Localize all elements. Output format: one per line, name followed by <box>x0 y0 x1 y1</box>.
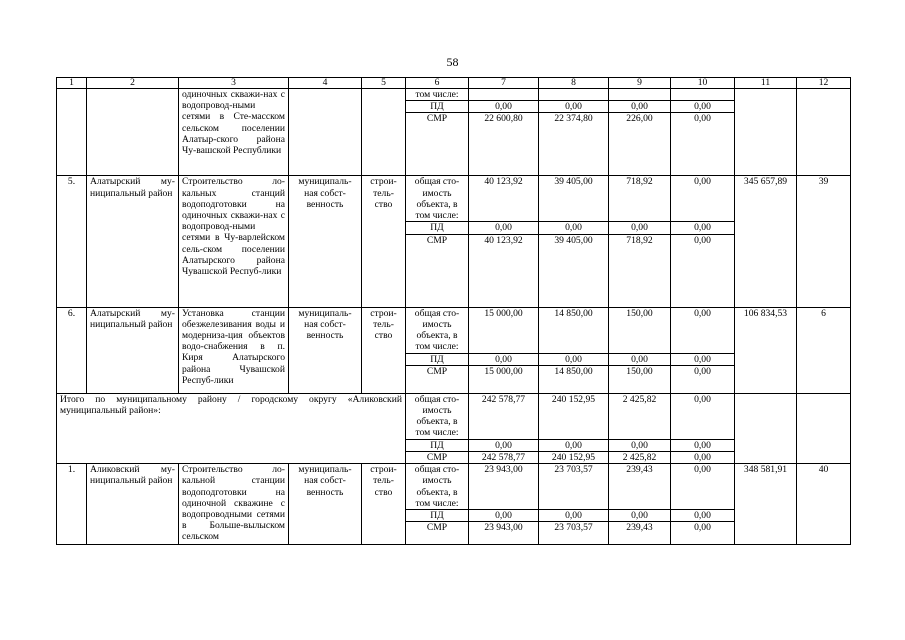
value-cell: 0,00 <box>539 222 609 234</box>
value-cell: 0,00 <box>671 452 735 464</box>
value-cell: 239,43 <box>609 522 671 545</box>
value-cell: 0,00 <box>671 510 735 522</box>
value-cell: 0,00 <box>609 439 671 451</box>
value-cell: 14 850,00 <box>539 307 609 353</box>
value-cell: 0,00 <box>539 510 609 522</box>
value-cell: 22 374,80 <box>539 113 609 176</box>
row-number: 1. <box>57 464 87 545</box>
col-header: 9 <box>609 78 671 89</box>
object-description: Строительство ло-кальных станций водоподготовки на одиночных скважи-нах с водопровод-ными сетями в Чу-варлейском сель-ском поселении Алатырского района Чувашской Респуб-лики <box>179 176 289 307</box>
ownership: муниципаль-ная собст-венность <box>289 176 362 307</box>
value-cell: 0,00 <box>539 101 609 113</box>
value-cell: 239,43 <box>609 464 671 510</box>
table-row <box>57 89 851 101</box>
value-cell: 150,00 <box>609 307 671 353</box>
table-row <box>57 464 851 510</box>
value-cell: 0,00 <box>671 176 735 222</box>
value-cell: 242 578,77 <box>469 452 539 464</box>
col-header: 4 <box>289 78 362 89</box>
subtotal-label: Итого по муниципальному району / городскому округу «Аликовский муниципальный район»: <box>57 393 406 463</box>
table-header <box>57 78 851 89</box>
value-cell: 240 152,95 <box>539 452 609 464</box>
row-label: СМР <box>406 113 469 176</box>
value-cell: 0,00 <box>609 101 671 113</box>
value-cell: 39 <box>797 176 851 307</box>
value-cell: 0,00 <box>671 522 735 545</box>
value-cell: 150,00 <box>609 365 671 393</box>
value-cell: 0,00 <box>469 222 539 234</box>
value-cell: 6 <box>797 307 851 393</box>
value-cell: 0,00 <box>469 510 539 522</box>
district-name: Алатырский му-ниципальный район <box>87 176 179 307</box>
value-cell: 718,92 <box>609 234 671 307</box>
value-cell: 0,00 <box>671 353 735 365</box>
value-cell: 0,00 <box>671 365 735 393</box>
value-cell: 15 000,00 <box>469 307 539 353</box>
value-cell: 39 405,00 <box>539 176 609 222</box>
row-label: СМР <box>406 452 469 464</box>
col-header: 7 <box>469 78 539 89</box>
value-cell: 2 425,82 <box>609 452 671 464</box>
value-cell: 0,00 <box>609 353 671 365</box>
value-cell: 0,00 <box>469 101 539 113</box>
value-cell: 14 850,00 <box>539 365 609 393</box>
row-label: СМР <box>406 365 469 393</box>
value-cell: 0,00 <box>539 439 609 451</box>
row-label: СМР <box>406 234 469 307</box>
district-name: Аликовский му-ниципальный район <box>87 464 179 545</box>
col-header: 12 <box>797 78 851 89</box>
table-row <box>57 176 851 222</box>
value-cell: 22 600,80 <box>469 113 539 176</box>
value-cell: 0,00 <box>609 510 671 522</box>
budget-table <box>56 77 851 545</box>
row-label: общая сто-имость объекта, в том числе: <box>406 464 469 510</box>
value-cell: 40 <box>797 464 851 545</box>
row-label: общая сто-имость объекта, в том числе: <box>406 176 469 222</box>
value-cell: 0,00 <box>671 101 735 113</box>
row-label: ПД <box>406 439 469 451</box>
col-header: 3 <box>179 78 289 89</box>
work-type: строи-тель-ство <box>362 464 406 545</box>
row-label: СМР <box>406 522 469 545</box>
row-label: общая сто-имость объекта, в том числе: <box>406 393 469 439</box>
col-header: 6 <box>406 78 469 89</box>
value-cell: 226,00 <box>609 113 671 176</box>
object-description: Установка станции обезжелезивания воды и модерниза-ция объектов водо-снабжения в п. Киря Алатырского района Чувашской Респуб-лики <box>179 307 289 393</box>
col-header: 8 <box>539 78 609 89</box>
value-cell: 348 581,91 <box>735 464 797 545</box>
col-header: 10 <box>671 78 735 89</box>
value-cell: 0,00 <box>671 234 735 307</box>
value-cell: 39 405,00 <box>539 234 609 307</box>
value-cell: 345 657,89 <box>735 176 797 307</box>
ownership: муниципаль-ная собст-венность <box>289 307 362 393</box>
district-name: Алатырский му-ниципальный район <box>87 307 179 393</box>
table-row <box>57 393 851 439</box>
value-cell: 718,92 <box>609 176 671 222</box>
object-description: одиночных скважи-нах с водопровод-ными сетями в Сте-масском сельском поселении Алатыр-ского района Чу-вашской Республики <box>179 89 289 176</box>
value-cell: 0,00 <box>671 307 735 353</box>
object-description: Строительство ло-кальной станции водоподготовки на одиночной скважине с водопроводными сетями в Больше-вылыском сельском <box>179 464 289 545</box>
row-label: ПД <box>406 101 469 113</box>
value-cell: 0,00 <box>671 464 735 510</box>
col-header: 1 <box>57 78 87 89</box>
value-cell: 0,00 <box>469 439 539 451</box>
row-label: ПД <box>406 353 469 365</box>
page-number: 58 <box>446 55 459 69</box>
value-cell: 23 703,57 <box>539 464 609 510</box>
row-number: 5. <box>57 176 87 307</box>
value-cell: 23 943,00 <box>469 522 539 545</box>
value-cell: 23 703,57 <box>539 522 609 545</box>
col-header: 2 <box>87 78 179 89</box>
value-cell: 23 943,00 <box>469 464 539 510</box>
col-header: 5 <box>362 78 406 89</box>
ownership: муниципаль-ная собст-венность <box>289 464 362 545</box>
work-type: строи-тель-ство <box>362 307 406 393</box>
row-label: том числе: <box>406 89 469 101</box>
row-label: ПД <box>406 222 469 234</box>
work-type: строи-тель-ство <box>362 176 406 307</box>
value-cell: 0,00 <box>671 393 735 439</box>
row-label: ПД <box>406 510 469 522</box>
value-cell: 0,00 <box>469 353 539 365</box>
col-header: 11 <box>735 78 797 89</box>
table-row <box>57 307 851 353</box>
value-cell: 240 152,95 <box>539 393 609 439</box>
row-number: 6. <box>57 307 87 393</box>
value-cell: 0,00 <box>539 353 609 365</box>
value-cell: 106 834,53 <box>735 307 797 393</box>
value-cell: 0,00 <box>609 222 671 234</box>
value-cell: 40 123,92 <box>469 234 539 307</box>
value-cell: 0,00 <box>671 222 735 234</box>
row-label: общая сто-имость объекта, в том числе: <box>406 307 469 353</box>
value-cell: 242 578,77 <box>469 393 539 439</box>
value-cell: 0,00 <box>671 113 735 176</box>
value-cell: 2 425,82 <box>609 393 671 439</box>
value-cell: 40 123,92 <box>469 176 539 222</box>
value-cell: 0,00 <box>671 439 735 451</box>
value-cell: 15 000,00 <box>469 365 539 393</box>
